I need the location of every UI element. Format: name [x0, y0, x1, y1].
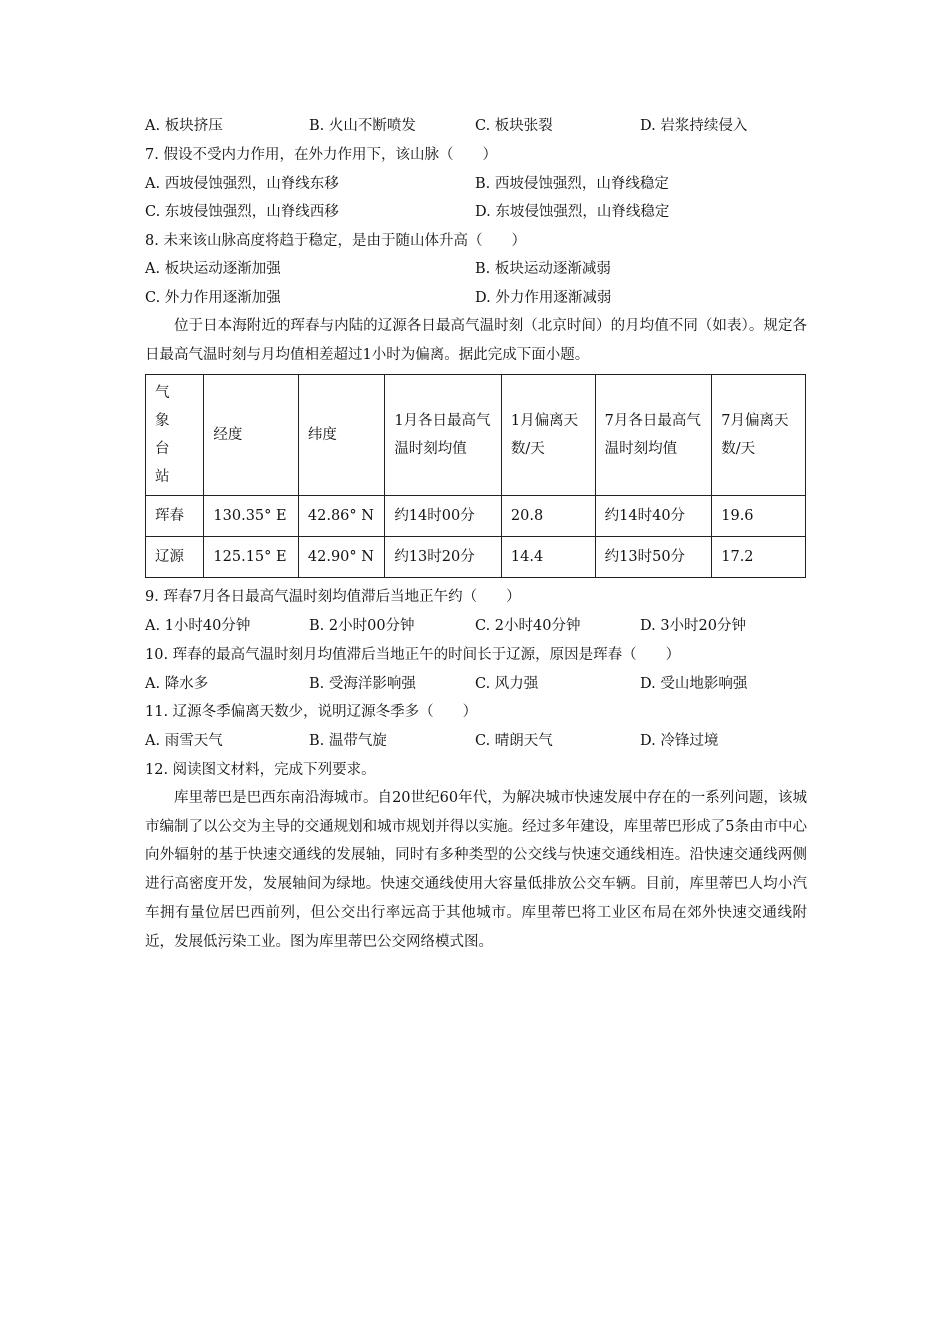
q7-option-c: C. 东坡侵蚀强烈，山脊线西移 — [145, 204, 339, 220]
q11-option-c: C. 晴朗天气 — [475, 733, 553, 749]
table-cell: 约14时00分 — [385, 496, 502, 537]
table-header-row — [146, 375, 806, 496]
table-cell: 17.2 — [712, 537, 806, 578]
q10-stem: 10. 珲春的最高气温时刻月均值滞后当地正午的时间长于辽源，原因是珲春（ ） — [145, 647, 681, 663]
q12-stem: 12. 阅读图文材料，完成下列要求。 — [145, 762, 376, 778]
table-cell: 约13时20分 — [385, 537, 502, 578]
q8-option-d: D. 外力作用逐渐减弱 — [475, 290, 612, 306]
table-header-cell: 7月偏离天数/天 — [712, 375, 806, 496]
table-cell: 14.4 — [501, 537, 595, 578]
table-cell: 辽源 — [146, 537, 204, 578]
q10-option-b: B. 受海洋影响强 — [309, 676, 416, 692]
intro-passage: 位于日本海附近的珲春与内陆的辽源各日最高气温时刻（北京时间）的月均值不同（如表）。规定各日最高气温时刻与月均值相差超过1小时为偏离。据此完成下面小题。 — [145, 318, 807, 363]
q6-option-c: C. 板块张裂 — [475, 118, 553, 134]
q9-option-b: B. 2小时00分钟 — [309, 618, 415, 634]
q10-option-a: A. 降水多 — [145, 676, 209, 692]
table-cell: 约13时50分 — [595, 537, 712, 578]
q11-option-b: B. 温带气旋 — [309, 733, 387, 749]
table-header-cell: 纬度 — [298, 375, 384, 496]
table-cell: 130.35° E — [204, 496, 298, 537]
table-cell: 20.8 — [501, 496, 595, 537]
q7-option-b: B. 西坡侵蚀强烈，山脊线稳定 — [475, 176, 669, 192]
table-cell: 42.90° N — [298, 537, 384, 578]
q7-stem: 7. 假设不受内力作用，在外力作用下，该山脉（ ） — [145, 147, 497, 163]
q9-option-d: D. 3小时20分钟 — [640, 618, 747, 634]
q9-option-c: C. 2小时40分钟 — [475, 618, 581, 634]
q12-passage: 库里蒂巴是巴西东南沿海城市。自20世纪60年代，为解决城市快速发展中存在的一系列问题，该城市编制了以公交为主导的交通规划和城市规划并得以实施。经过多年建设，库里蒂巴形成了5条由市中心向外辐射的基于快速交通线的发展轴，同时有多种类型的公交线与快速交通线相连。沿快速交通线两侧进行高密度开发，发展轴间为绿地。快速交通线使用大容量低排放公交车辆。目前，库里蒂巴人均小汽车拥有量位居巴西前列，但公交出行率远高于其他城市。库里蒂巴将工业区布局在郊外快速交通线附近，发展低污染工业。图为库里蒂巴公交网络模式图。 — [145, 790, 807, 950]
q7-option-d: D. 东坡侵蚀强烈，山脊线稳定 — [475, 204, 670, 220]
table-cell: 19.6 — [712, 496, 806, 537]
q6-option-d: D. 岩浆持续侵入 — [640, 118, 748, 134]
q8-option-c: C. 外力作用逐渐加强 — [145, 290, 281, 306]
table-header-cell: 气象台站 — [146, 375, 204, 496]
table-cell: 42.86° N — [298, 496, 384, 537]
table-header-cell: 经度 — [204, 375, 298, 496]
q6-option-a: A. 板块挤压 — [145, 118, 223, 134]
table-cell: 125.15° E — [204, 537, 298, 578]
table-header-cell: 1月偏离天数/天 — [501, 375, 595, 496]
table-row — [146, 537, 806, 578]
q8-stem: 8. 未来该山脉高度将趋于稳定，是由于随山体升高（ ） — [145, 233, 526, 249]
q10-option-d: D. 受山地影响强 — [640, 676, 748, 692]
q7-option-a: A. 西坡侵蚀强烈，山脊线东移 — [145, 176, 339, 192]
table-cell: 珲春 — [146, 496, 204, 537]
q11-stem: 11. 辽源冬季偏离天数少，说明辽源冬季多（ ） — [145, 704, 478, 720]
q11-option-d: D. 冷锋过境 — [640, 733, 719, 749]
q8-option-a: A. 板块运动逐渐加强 — [145, 261, 281, 277]
weather-station-table — [145, 374, 806, 578]
q11-option-a: A. 雨雪天气 — [145, 733, 223, 749]
q9-stem: 9. 珲春7月各日最高气温时刻均值滞后当地正午约（ ） — [145, 589, 521, 605]
q9-option-a: A. 1小时40分钟 — [145, 618, 251, 634]
q6-option-b: B. 火山不断喷发 — [309, 118, 416, 134]
q8-option-b: B. 板块运动逐渐减弱 — [475, 261, 611, 277]
table-cell: 约14时40分 — [595, 496, 712, 537]
table-row — [146, 496, 806, 537]
table-header-cell: 7月各日最高气温时刻均值 — [595, 375, 712, 496]
q10-option-c: C. 风力强 — [475, 676, 539, 692]
table-header-cell: 1月各日最高气温时刻均值 — [385, 375, 502, 496]
